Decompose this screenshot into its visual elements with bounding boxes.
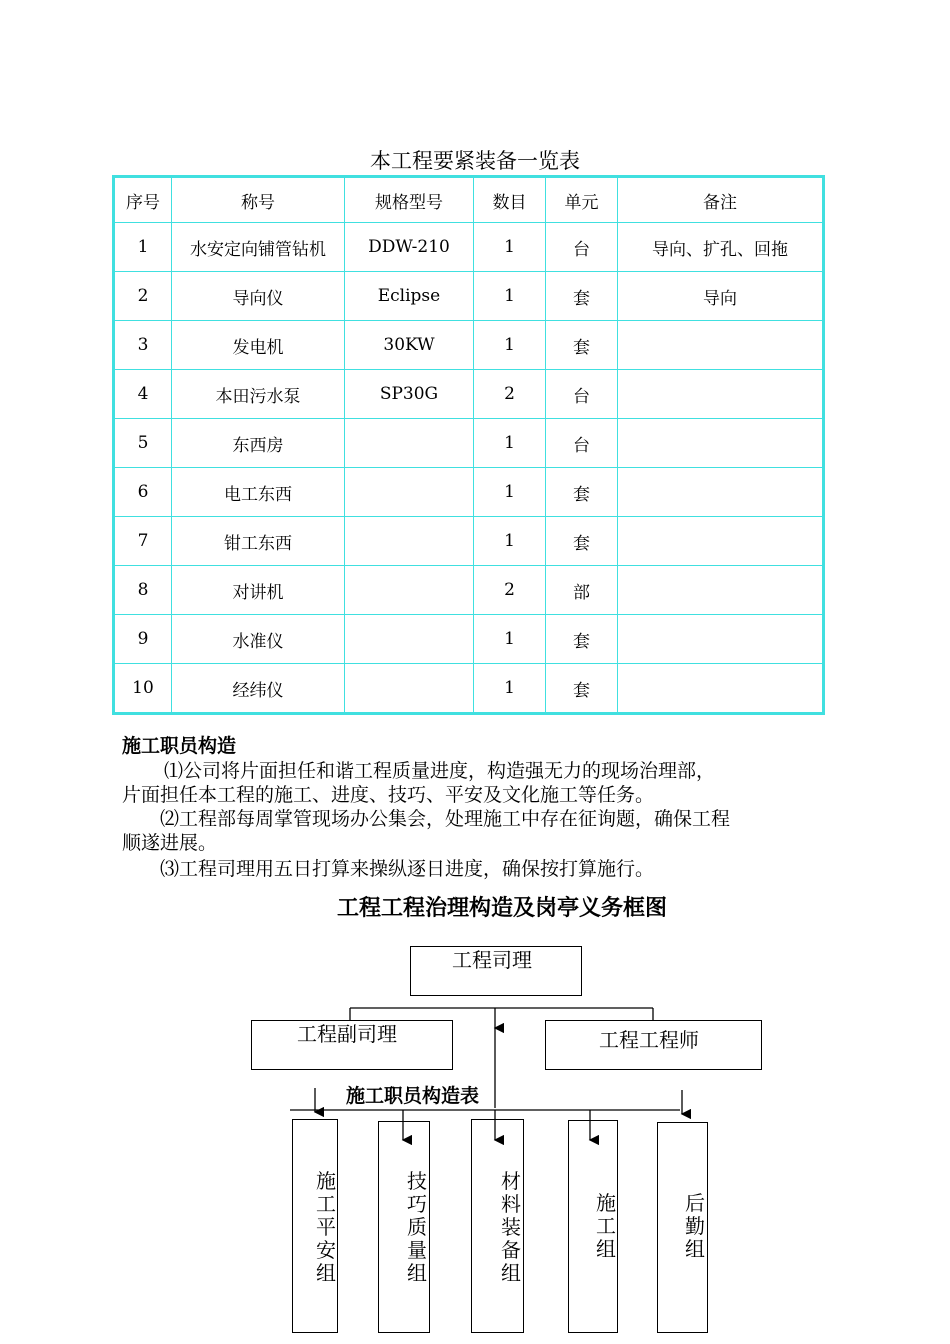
engineer-label: 工程工程师 — [599, 1028, 699, 1052]
group-label-construction: 施工组 — [596, 1191, 616, 1261]
table-header-cell: 规格型号 — [345, 177, 474, 223]
table-cell: 对讲机 — [172, 566, 345, 615]
table-cell: 8 — [114, 566, 172, 615]
table-cell: 2 — [474, 370, 546, 419]
table-cell: 3 — [114, 321, 172, 370]
table-cell: 套 — [546, 321, 618, 370]
table-cell: 台 — [546, 223, 618, 272]
table-title: 本工程要紧装备一览表 — [370, 149, 580, 173]
table-cell: 7 — [114, 517, 172, 566]
org-chart-title: 工程工程治理构造及岗亭义务框图 — [336, 896, 667, 921]
paragraph-line: ⑵工程部每周掌管现场办公集会，处理施工中存在征询题，确保工程 — [160, 808, 731, 830]
table-cell: 东西房 — [172, 419, 345, 468]
table-cell: 6 — [114, 468, 172, 517]
table-cell: 套 — [546, 615, 618, 664]
table-cell: 1 — [114, 223, 172, 272]
table-cell: 套 — [546, 468, 618, 517]
table-cell: 导向 — [618, 272, 824, 321]
table-cell: 水准仪 — [172, 615, 345, 664]
table-cell: 发电机 — [172, 321, 345, 370]
table-cell: 4 — [114, 370, 172, 419]
paragraph-line: ⑶工程司理用五日打算来操纵逐日进度，确保按打算施行。 — [160, 858, 655, 880]
table-cell: 台 — [546, 419, 618, 468]
table-cell: 9 — [114, 615, 172, 664]
table-cell: 1 — [474, 664, 546, 714]
table-cell: 水安定向铺管钻机 — [172, 223, 345, 272]
table-cell: 2 — [114, 272, 172, 321]
staff-structure-subtitle: 施工职员构造表 — [346, 1085, 480, 1107]
table-cell: 经纬仪 — [172, 664, 345, 714]
table-cell: 电工东西 — [172, 468, 345, 517]
table-cell: DDW-210 — [345, 223, 474, 272]
group-label-materials: 材料装备组 — [501, 1169, 521, 1285]
table-cell: 1 — [474, 321, 546, 370]
manager-label: 工程司理 — [452, 948, 532, 972]
group-label-logistics: 后勤组 — [685, 1191, 705, 1261]
paragraph-line: ⑴公司将片面担任和谐工程质量进度，构造强无力的现场治理部， — [164, 760, 716, 782]
group-label-quality: 技巧质量组 — [407, 1169, 427, 1285]
table-cell: 本田污水泵 — [172, 370, 345, 419]
table-header-cell: 备注 — [618, 177, 824, 223]
paragraph-line: 片面担任本工程的施工、进度、技巧、平安及文化施工等任务。 — [122, 784, 655, 806]
table-cell: 1 — [474, 615, 546, 664]
section-heading: 施工职员构造 — [122, 735, 237, 757]
table-cell: 套 — [546, 664, 618, 714]
table-cell: 1 — [474, 419, 546, 468]
table-header-cell: 序号 — [114, 177, 172, 223]
table-cell: 套 — [546, 272, 618, 321]
table-cell: Eclipse — [345, 272, 474, 321]
table-cell: 导向、扩孔、回拖 — [618, 223, 824, 272]
table-cell: 套 — [546, 517, 618, 566]
table-cell: 2 — [474, 566, 546, 615]
group-label-safety: 施工平安组 — [316, 1169, 336, 1285]
table-header-cell: 数目 — [474, 177, 546, 223]
table-cell: 部 — [546, 566, 618, 615]
table-header-cell: 称号 — [172, 177, 345, 223]
table-cell: 钳工东西 — [172, 517, 345, 566]
table-cell: SP30G — [345, 370, 474, 419]
table-cell: 30KW — [345, 321, 474, 370]
table-cell: 10 — [114, 664, 172, 714]
table-cell: 1 — [474, 272, 546, 321]
deputy-label: 工程副司理 — [297, 1022, 397, 1046]
table-cell: 5 — [114, 419, 172, 468]
table-cell: 1 — [474, 468, 546, 517]
paragraph-line: 顺遂进展。 — [122, 832, 218, 854]
table-header-cell: 单元 — [546, 177, 618, 223]
table-cell: 台 — [546, 370, 618, 419]
table-cell: 导向仪 — [172, 272, 345, 321]
table-cell: 1 — [474, 223, 546, 272]
table-cell: 1 — [474, 517, 546, 566]
